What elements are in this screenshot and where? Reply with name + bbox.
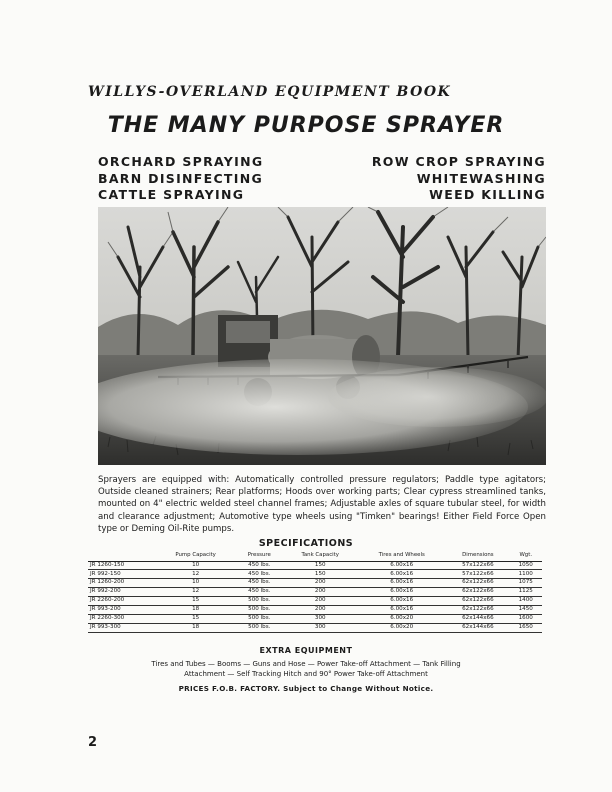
sprayer-photo — [98, 207, 546, 465]
table-row — [88, 623, 542, 632]
cell-pump: 18 — [156, 605, 235, 614]
cell-pump: 18 — [156, 623, 235, 632]
cell-weight: 1650 — [510, 623, 543, 632]
cell-tires: 6.00x16 — [357, 588, 446, 597]
table-row — [88, 597, 542, 606]
cell-pressure: 500 lbs. — [235, 614, 283, 623]
cell-tires: 6.00x16 — [357, 597, 446, 606]
cell-pump: 10 — [156, 561, 235, 570]
cell-model: JR 993-300 — [88, 623, 156, 632]
cell-dimensions: 62x122x66 — [446, 605, 509, 614]
cell-weight: 1050 — [510, 561, 543, 570]
use-item: CATTLE SPRAYING — [98, 187, 245, 202]
extra-equipment-line: Attachment — Self Tracking Hitch and 90° Power Take-off Attachment — [184, 670, 428, 678]
cell-model: JR 992-150 — [88, 570, 156, 579]
cell-pressure: 450 lbs. — [235, 588, 283, 597]
cell-weight: 1400 — [510, 597, 543, 606]
specifications-body — [88, 561, 542, 632]
cell-tank: 300 — [283, 623, 357, 632]
page-number: 2 — [88, 735, 98, 750]
cell-dimensions: 62x122x66 — [446, 597, 509, 606]
cell-model: JR 2260-200 — [88, 597, 156, 606]
cell-pressure: 450 lbs. — [235, 561, 283, 570]
use-item: ORCHARD SPRAYING — [98, 154, 264, 169]
cell-tank: 150 — [283, 570, 357, 579]
cell-dimensions: 62x122x66 — [446, 588, 509, 597]
cell-tires: 6.00x16 — [357, 605, 446, 614]
cell-tires: 6.00x16 — [357, 579, 446, 588]
cell-pressure: 500 lbs. — [235, 623, 283, 632]
cell-dimensions: 62x122x66 — [446, 579, 509, 588]
header-tires: Tires and Wheels — [357, 550, 446, 561]
use-item: WHITEWASHING — [416, 170, 546, 186]
cell-pressure: 500 lbs. — [235, 605, 283, 614]
extra-equipment-title: EXTRA EQUIPMENT — [259, 646, 353, 655]
cell-dimensions: 57x122x66 — [446, 570, 509, 579]
cell-pump: 15 — [156, 614, 235, 623]
book-title: WILLYS-OVERLAND EQUIPMENT BOOK — [88, 84, 452, 100]
header-weight: Wgt. — [510, 550, 543, 561]
cell-tank: 200 — [283, 588, 357, 597]
cell-model: JR 1260-200 — [88, 579, 156, 588]
cell-tires: 6.00x16 — [357, 570, 446, 579]
cell-dimensions: 62x144x66 — [446, 623, 509, 632]
table-row — [88, 614, 542, 623]
cell-pressure: 450 lbs. — [235, 570, 283, 579]
table-row — [88, 605, 542, 614]
table-header-row — [88, 550, 542, 561]
cell-tires: 6.00x20 — [357, 623, 446, 632]
use-item: WEED KILLING — [429, 187, 546, 202]
cell-weight: 1450 — [510, 605, 543, 614]
cell-pump: 12 — [156, 570, 235, 579]
table-row — [88, 579, 542, 588]
cell-dimensions: 62x144x66 — [446, 614, 509, 623]
header-pressure: Pressure — [235, 550, 283, 561]
cell-tank: 200 — [283, 605, 357, 614]
cell-pump: 15 — [156, 597, 235, 606]
header-model — [88, 550, 156, 561]
extra-equipment-list — [0, 659, 612, 679]
cell-tank: 300 — [283, 614, 357, 623]
header-dimensions: Dimensions — [446, 550, 509, 561]
cell-model: JR 1260-150 — [88, 561, 156, 570]
table-row — [88, 561, 542, 570]
cell-tank: 200 — [283, 579, 357, 588]
page-title: THE MANY PURPOSE SPRAYER — [107, 113, 505, 138]
cell-weight: 1075 — [510, 579, 543, 588]
header-pump: Pump Capacity — [156, 550, 235, 561]
use-item: BARN DISINFECTING — [98, 170, 264, 186]
cell-pump: 10 — [156, 579, 235, 588]
cell-pressure: 500 lbs. — [235, 597, 283, 606]
cell-model: JR 2260-300 — [88, 614, 156, 623]
cell-model: JR 993-200 — [88, 605, 156, 614]
cell-weight: 1600 — [510, 614, 543, 623]
cell-model: JR 992-200 — [88, 588, 156, 597]
cell-pump: 12 — [156, 588, 235, 597]
prices-note: PRICES F.O.B. FACTORY. Subject to Change Without Notice. — [178, 684, 434, 693]
cell-dimensions: 57x122x66 — [446, 561, 509, 570]
cell-weight: 1100 — [510, 570, 543, 579]
header-tank: Tank Capacity — [283, 550, 357, 561]
cell-tires: 6.00x16 — [357, 561, 446, 570]
cell-tires: 6.00x20 — [357, 614, 446, 623]
use-item: ROW CROP SPRAYING — [371, 154, 546, 169]
cell-tank: 200 — [283, 597, 357, 606]
specifications-title: SPECIFICATIONS — [258, 538, 354, 549]
uses-list-right — [372, 154, 546, 204]
description-paragraph: Sprayers are equipped with: Automatically controlled pressure regulators; Paddle type agitators; Outside cleaned strainers; Rear platforms; Hoods over working parts; Clear cypress streamlined tanks, mounted on 4" electric welded steel channel frames; Adjustable axles of square tubular steel, for width and clearance adjustment; Automotive type wheels using "Timken" bearings! Either Field Force Open type or Deming Oil-Rite pumps. — [98, 475, 546, 534]
extra-equipment-line: Tires and Tubes — Booms — Guns and Hose — Power Take-off Attachment — Tank Filling — [151, 660, 461, 668]
specifications-table — [88, 550, 542, 633]
cell-weight: 1125 — [510, 588, 543, 597]
table-row — [88, 570, 542, 579]
table-row — [88, 588, 542, 597]
cell-pressure: 450 lbs. — [235, 579, 283, 588]
cell-tank: 150 — [283, 561, 357, 570]
uses-list-left — [98, 154, 263, 204]
